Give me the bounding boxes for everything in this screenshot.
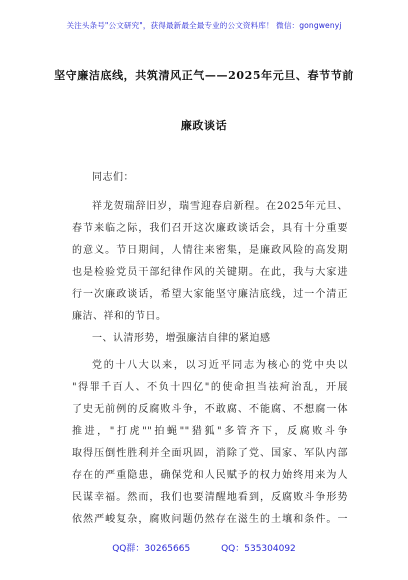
paragraph-line: "得罪千百人、不负十四亿"的使命担当祛疴治乱，开展 [72, 382, 348, 393]
header-banner: 关注头条号"公文研究"，获得最新最全最专业的公文资料库！ 微信：gongwenyj [66, 21, 342, 30]
section-heading: 一、认清形势，增强廉洁自律的紧迫感 [92, 333, 271, 344]
footer-qq: QQ：535304092 [221, 544, 296, 554]
footer [0, 541, 408, 554]
paragraph-line: 依然严峻复杂，腐败问题仍然存在滋生的土壤和条件。一 [72, 514, 348, 525]
document-title: 坚守廉洁底线，共筑清风正气——2025年元旦、春节节前 [54, 69, 354, 82]
document-title-continued: 廉政谈话 [180, 119, 228, 132]
paragraph-line: 廉洁、祥和的节日。 [72, 311, 167, 322]
paragraph-line: 也是检验党员干部纪律作风的关键期。在此，我与大家进 [72, 267, 348, 278]
paragraph-line: 推进，"打虎""拍蝇""猎狐"多管齐下，反腐败斗争 [72, 426, 348, 437]
paragraph-line: 民谋幸福。然而，我们也要清醒地看到，反腐败斗争形势 [72, 492, 348, 503]
paragraph-line: 党的十八大以来，以习近平同志为核心的党中央以 [92, 360, 348, 371]
paragraph-line: 的意义。节日期间，人情往来密集，是廉政风险的高发期 [72, 245, 348, 256]
paragraph-line: 行一次廉政谈话，希望大家能坚守廉洁底线，过一个清正 [72, 289, 348, 300]
paragraph-line: 了史无前例的反腐败斗争，不敢腐、不能腐、不想腐一体 [72, 404, 348, 415]
paragraph-line: 祥龙贺瑞辞旧岁，瑞雪迎春启新程。在2025年元旦、 [92, 201, 348, 212]
paragraph-line: 春节来临之际，我们召开这次廉政谈话会，具有十分重要 [72, 223, 348, 234]
paragraph-line: 取得压倒性胜利并全面巩固，消除了党、国家、军队内部 [72, 448, 348, 459]
footer-qq-group: QQ群：30265665 [112, 544, 191, 554]
paragraph-line: 存在的严重隐患，确保党和人民赋予的权力始终用来为人 [72, 470, 348, 481]
salutation: 同志们： [92, 172, 134, 183]
